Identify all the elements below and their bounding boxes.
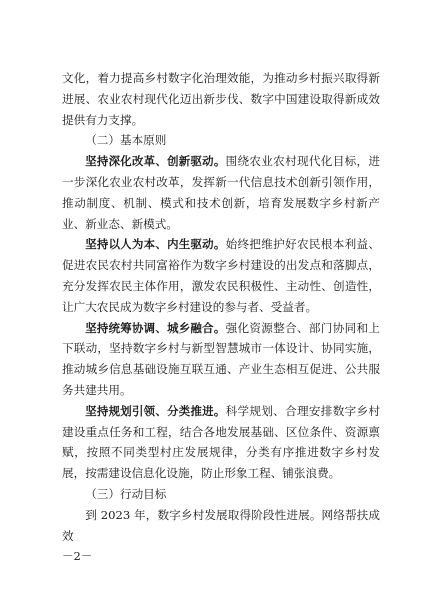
principle-text: 强化资源整合、部门协同和上下联动，坚持数字乡村与新型智慧城市一体设计、协同实施，推动城乡信息基础设施互联互通、产业生态相互促进、公共服务共建共用。	[62, 320, 380, 397]
principle-title: 坚持深化改革、创新驱动。	[85, 154, 226, 169]
document-body	[62, 68, 380, 546]
paragraph-goals-start: 到 2023 年，数字乡村发展取得阶段性进展。网络帮扶成效	[62, 507, 380, 543]
section-heading-action-goals: （三）行动目标	[85, 486, 167, 501]
principle-paragraph	[62, 234, 380, 317]
principle-title: 坚持统筹协调、城乡融合。	[85, 320, 226, 335]
principle-title: 坚持以人为本、内生驱动。	[85, 237, 226, 252]
principle-paragraph	[62, 151, 380, 234]
paragraph-intro-continuation: 文化，着力提高乡村数字化治理效能，为推动乡村振兴取得新进展、农业农村现代化迈出新步伐、数字中国建设取得新成效提供有力支撑。	[62, 71, 380, 127]
principle-paragraph	[62, 401, 380, 484]
principle-title: 坚持规划引领、分类推进。	[85, 403, 226, 418]
principle-text: 始终把维护好农民根本利益、促进农民农村共同富裕作为数字乡村建设的出发点和落脚点，充分发挥农民主体作用，激发农民积极性、主动性、创造性，让广大农民成为数字乡村建设的参与者、受益者。	[62, 237, 380, 314]
page-number: －2－	[62, 549, 93, 563]
section-heading-basic-principles: （二）基本原则	[85, 133, 167, 148]
principle-paragraph	[62, 318, 380, 401]
principle-text: 围绕农业农村现代化目标，进一步深化农业农村改革，发挥新一代信息技术创新引领作用，推动制度、机制、模式和技术创新，培育发展数字乡村新产业、新业态、新模式。	[62, 154, 380, 231]
principle-text: 科学规划、合理安排数字乡村建设重点任务和工程，结合各地发展基础、区位条件、资源禀赋，按照不同类型村庄发展规律，分类有序推进数字乡村发展，按需建设信息化设施，防止形象工程、铺张浪费。	[62, 403, 380, 481]
